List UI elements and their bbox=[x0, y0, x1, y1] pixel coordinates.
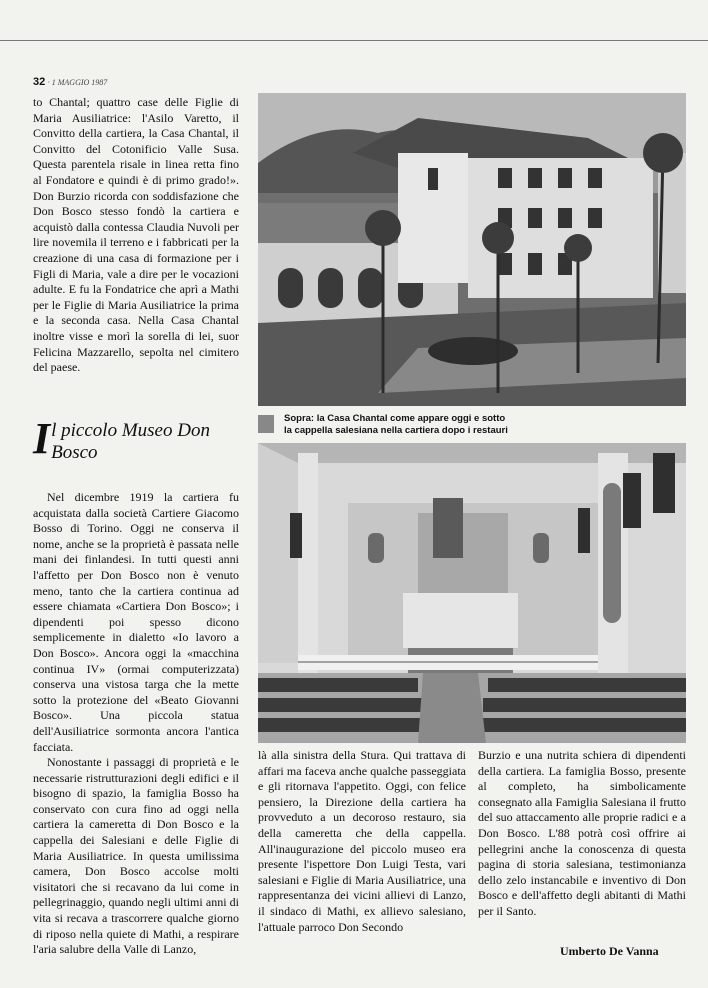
right-column bbox=[478, 748, 686, 920]
paragraph: to Chantal; quattro case delle Figlie di Maria Ausiliatrice: l'Asilo Varetto, il Convitto della cartiera, la Casa Chantal, il Convitto del Cotonificio Valle Susa. Questa parentela risale in linea retta fino al Fondatore e quindi è di primo grado!». Don Burzio ricorda con soddisfazione che Don Bosco stesso fondò la cartiera e acquistò dalla contessa Claudia Nuvoli per lire novemila il terreno e i fabbricati per la creazione di una casa di formazione per i Figli di Maria, vale a dire per le vocazioni adulte. E fu la Fondatrice che aprì a Mathi per le Figlie di Maria Ausiliatrice la prima e la seconda casa. Nella Casa Chantal inoltre visse e morì la sorella di lei, suor Felicina Mazzarello, sepolta nel cimitero del paese. bbox=[33, 95, 239, 375]
folio bbox=[33, 76, 107, 89]
caption-marker bbox=[258, 415, 274, 433]
middle-column bbox=[258, 748, 466, 935]
photo-casa-chantal bbox=[258, 93, 686, 406]
left-column-top bbox=[33, 95, 239, 376]
caption-line-1: Sopra: la Casa Chantal come appare oggi e sotto bbox=[284, 413, 506, 424]
drop-cap: I bbox=[33, 414, 51, 463]
issue-date: · 1 MAGGIO 1987 bbox=[47, 78, 108, 87]
page-number: 32 bbox=[33, 76, 46, 88]
left-column-bottom bbox=[33, 490, 239, 958]
photo-caption bbox=[258, 413, 688, 437]
paragraph: Burzio e una nutrita schiera di dipendenti della cartiera. La famiglia Bosso, presente al completo, ha simbolicamente consegnato alla Famiglia Salesiana il frutto del suo attaccamento alle proprie radici e a Don Bosco. L'88 potrà così offrire ai pellegrini anche la conoscenza di questa pagina di storia salesiana, testimonianza dello zelo instancabile e inventivo di Don Bosco e dell'affetto degli abitanti di Mathi per il Santo. bbox=[478, 748, 686, 918]
section-heading bbox=[33, 414, 248, 464]
heading-text: l piccolo Museo Don Bosco bbox=[51, 420, 210, 463]
caption-line-2: la cappella salesiana nella cartiera dopo i restauri bbox=[284, 425, 508, 436]
paragraph: Nel dicembre 1919 la cartiera fu acquistata dalla società Cartiere Giacomo Bosso di Torino. Oggi ne conserva il nome, anche se la proprietà è passata nelle mani dei finlandesi. In tutti questi anni l'affetto per Don Bosco non è venuto meno, tanto che la cartiera continua ad essere chiamata «Cartiera Don Bosco»; i dipendenti poi spesso dicono semplicemente in dialetto «Io lavoro a Don Bosco». Ancora oggi la «macchina continua IV» (ormai computerizzata) conserva una vistosa targa che la mette sotto la protezione del «Beato Giovanni Bosco». Una piccola statua dell'Ausiliatrice sormonta ancora l'antica facciata. bbox=[33, 490, 239, 754]
paragraph: Nonostante i passaggi di proprietà e le necessarie ristrutturazioni degli edifici e il bisogno di spazio, la famiglia Bosso ha conservato con cura fino ad oggi nella cartiera la cameretta di Don Bosco e la cappella dei Salesiani e delle Figlie di Maria Ausiliatrice. In questa umilissima camera, Don Bosco accolse molti visitatori che si recavano da lui come in pellegrinaggio, quando negli ultimi anni di vita si recava a trascorrere qualche giorno di riposo nella quiete di Mathi, a respirare l'aria salubre della Valle di Lanzo, bbox=[33, 755, 239, 957]
photo-cappella bbox=[258, 443, 686, 743]
author-signature: Umberto De Vanna bbox=[560, 944, 659, 958]
top-rule bbox=[0, 40, 708, 41]
paragraph: là alla sinistra della Stura. Qui trattava di affari ma faceva anche qualche passeggiata e gli ritornava l'appetito. Oggi, con felice pensiero, la Direzione della cartiera ha provveduto a un decoroso restauro, sia della cameretta che della cappella. All'inaugurazione del piccolo museo era presente l'ispettore Don Luigi Testa, vari salesiani e Figlie di Maria Ausiliatrice, una rappresentanza dei vicini allievi di Lanzo, il sindaco di Mathi, ex allievo salesiano, l'attuale parroco Don Secondo bbox=[258, 748, 466, 934]
